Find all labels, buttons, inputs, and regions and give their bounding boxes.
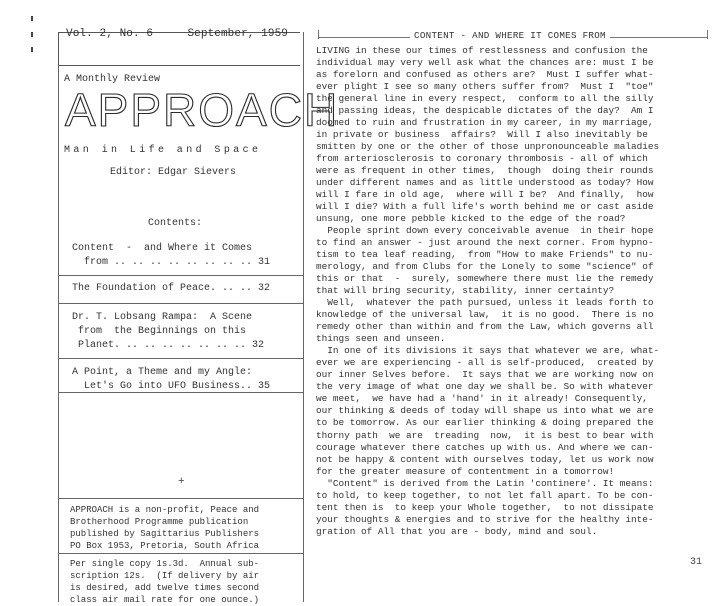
toc-item: A Point, a Theme and my Angle: Let's Go into UFO Business.. 35: [72, 367, 271, 392]
toc-divider: [58, 303, 304, 304]
magazine-title: APPROACH: [65, 84, 340, 136]
issue-number: Vol. 2, No. 6: [66, 28, 154, 40]
notice-divider: [58, 553, 304, 554]
article-body: LIVING in these our times of restlessness and confusion the individual may very well ask what the chances are: must I be as forelorn and confused as others are? Must I suffer what- ever plight I see so many others suffer from? Must I "toe" the general line in every respect, conform to all the silly and passing ideas, the despicable dictates of the day? Am I doomed to ruin and frustration in my career, in my marriage, in private or business affairs? Will I also inevitably be smitten by one or the other of those unpronounceable maladies from arteriosclerosis to coronary thrombosis - all of which were as frequent in other times, though doing their rounds under different names and as little understood as today? How will I fare in old age, where will I be? And finally, how will I die? With a full life's worth behind me or cast aside unsung, one more pebble kicked to the edge of the road? People sprint down every conceivable avenue in their hope to find an answer - just around the next corner. From hypno- tism to tea leaf reading, from "How to make Friends" to nu- merology, and from Clubs for the Lonely to some "science" of this or that - surely, somewhere there must lie the remedy that will bring security, stability, inner certainty? Well, whatever the path pursued, unless it leads forth to knowledge of the universal law, it is no good. There is no remedy other than within and from the Law, which governs all things seen and unseen. In one of its divisions it says that whatever we are, what- ever we are experiencing - all is self-produced, created by our inner Selves before. It says that we are working now on the very image of what one day we shall be. So with whatever we meet, we have had a 'hand' in it already! Consequently, our thinking & deeds of today will shape us into what we are to be tomorrow. As our earlier thinking & doing prepared the thorny path we are treading now, it is best to bear with courage whatever there catches up with us. And where we can- not be happy & content with ourselves today, let us work now for the greater measure of contentment in a tomorrow! "Content" is derived from the Latin 'continere'. It means: to hold, to keep together, to not let fall apart. To be con- tent then is to keep your Whole together, to not dissipate your thoughts & energies and to strive for the healthy inte- gration of All that you are - body, mind and soul.: [316, 45, 660, 537]
issue-date: September, 1959: [187, 28, 288, 40]
masthead-column: [52, 20, 340, 605]
section-separator: +: [178, 476, 185, 488]
editor-line: Editor: Edgar Sievers: [110, 167, 237, 178]
toc-divider: [58, 358, 304, 359]
margin-mark: [31, 47, 33, 52]
margin-mark: [31, 32, 33, 37]
publisher-notice: APPROACH is a non-profit, Peace and Brotherhood Programme publication published by Sagittarius Publishers PO Box 1953, Pretoria, South Africa: [70, 505, 260, 551]
notice-divider: [58, 498, 304, 499]
article-heading: CONTENT - AND WHERE IT COMES FROM: [410, 30, 610, 41]
toc-item: The Foundation of Peace. .. .. 32: [72, 283, 271, 294]
toc-item: Content - and Where it Comes from .. .. .. .. .. .. .. .. 31: [72, 243, 271, 268]
toc-divider: [58, 275, 304, 276]
issue-line: [66, 28, 292, 40]
contents-heading: Contents:: [148, 218, 203, 229]
toc-item: Dr. T. Lobsang Rampa: A Scene from the Beginnings on this Planet. .. .. .. .. .. .. .. 32: [72, 312, 265, 351]
toc-divider: [58, 392, 304, 393]
review-label: A Monthly Review: [64, 74, 161, 85]
subscription-notice: Per single copy 1s.3d. Annual sub- scription 12s. (If delivery by air is desired, add twelve times second class air mail rate for one ounce.): [70, 559, 260, 605]
page-number: 31: [690, 557, 703, 568]
heading-rule-end: [318, 30, 319, 39]
heading-rule-end: [707, 30, 708, 39]
margin-mark: [31, 16, 33, 21]
magazine-subtitle: Man in Life and Space: [64, 145, 262, 156]
